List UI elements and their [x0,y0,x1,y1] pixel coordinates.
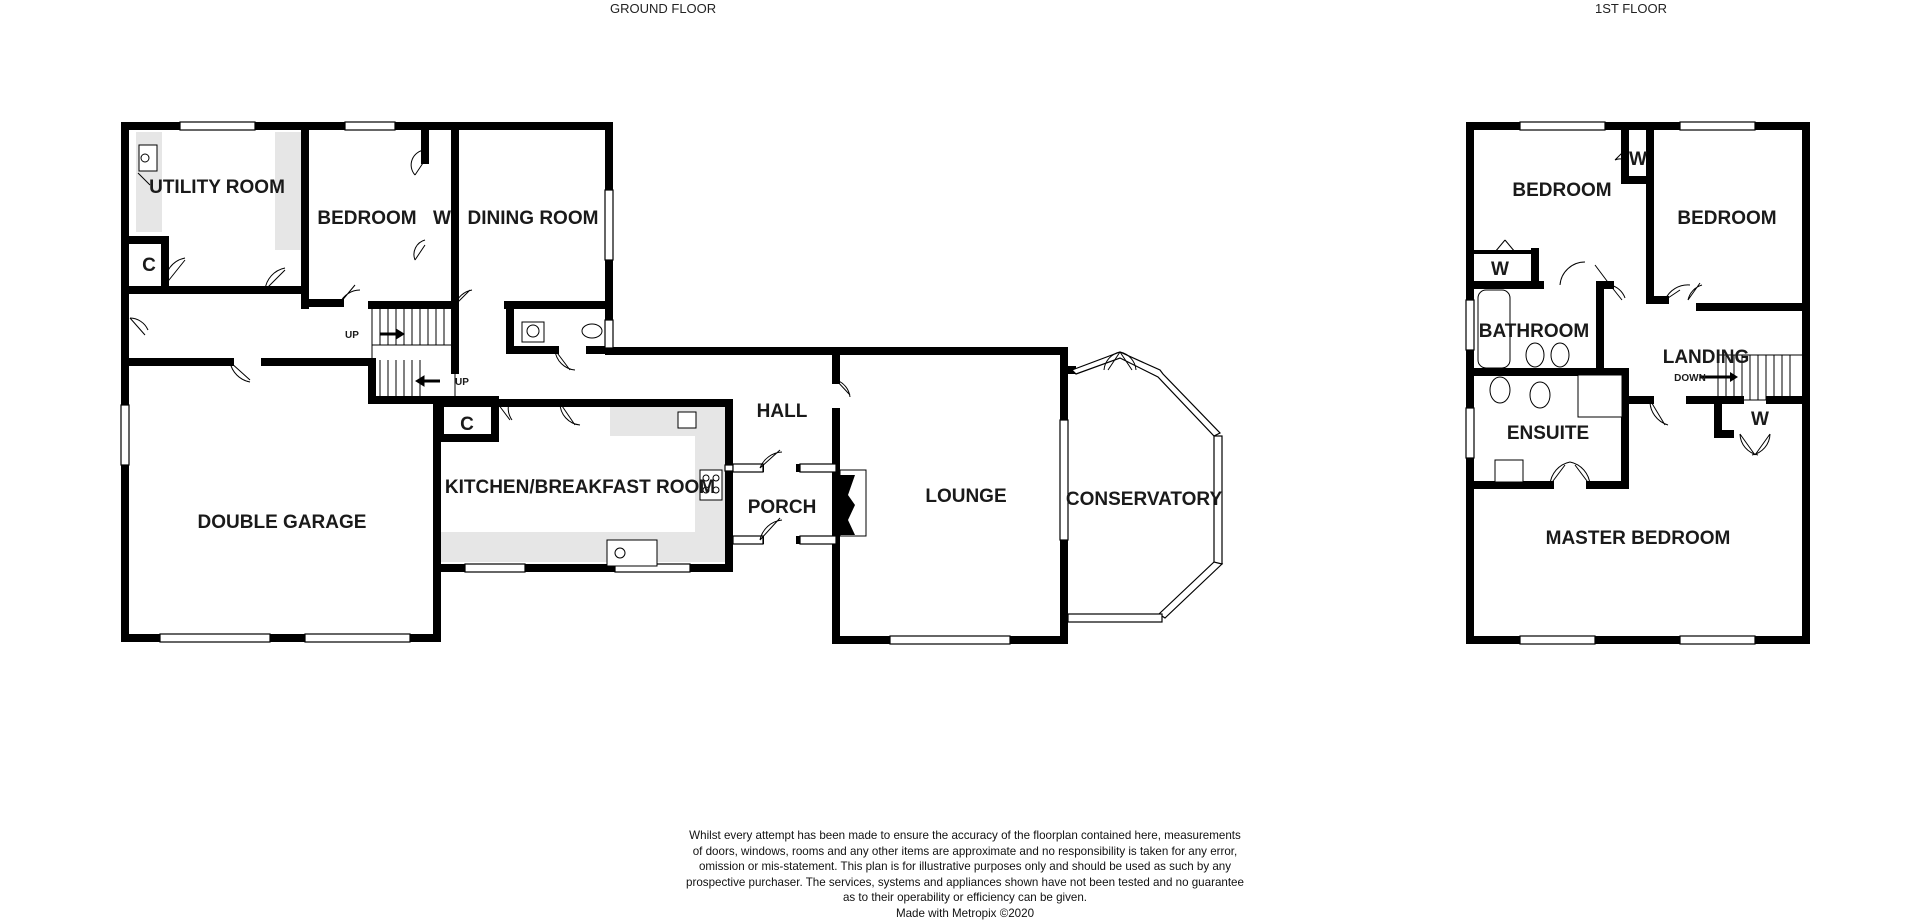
kitchen-label: KITCHEN/BREAKFAST ROOM [444,477,716,498]
ground-floor-walls [125,126,1072,640]
stairs-down-label: DOWN [1674,373,1706,384]
disclaimer [620,828,1310,922]
first-floor-walls [1470,126,1806,640]
bathroom-label: BATHROOM [1478,321,1590,342]
disclaimer-line-1: Whilst every attempt has been made to ensure the accuracy of the floorplan contained here, measurements [689,829,1241,842]
disclaimer-line-3: omission or mis-statement. This plan is for illustrative purposes only and should be used as such by any [698,860,1232,874]
conservatory-label: CONSERVATORY [1065,489,1223,510]
ff-bedroom-2-label: BEDROOM [1677,208,1777,229]
stair-arrows [380,329,440,386]
ensuite-label: ENSUITE [1506,423,1590,444]
utility-room-label: UTILITY ROOM [149,177,285,198]
ff-wardrobe-2-label: W [1491,259,1509,280]
kitchen-cupboard-label: C [460,414,474,435]
ff-bedroom-1-label: BEDROOM [1512,180,1612,201]
landing-label: LANDING [1662,347,1750,368]
gf-bedroom-label: BEDROOM [317,208,417,229]
porch-label: PORCH [747,497,817,518]
first-floor-title: 1ST FLOOR [1595,1,1668,16]
gf-wardrobe-label: W [433,208,451,229]
disclaimer-line-4: prospective purchaser. The services, systems and appliances shown have not been tested and no guarantee [686,875,1244,889]
stairs-up-label-1: UP [345,330,359,341]
disclaimer-line-2: of doors, windows, rooms and any other items are approximate and no responsibility is taken for any error, [692,844,1238,858]
ground-floor-plan [121,122,1222,644]
utility-cupboard-label: C [142,255,156,276]
stairs-up-label-2: UP [455,377,469,388]
ground-floor-title: GROUND FLOOR [610,1,717,16]
ff-wardrobe-1-label: W [1629,149,1647,170]
ground-floor-stairs [372,305,455,400]
disclaimer-line-5: as to their operability or efficiency can be given. [842,891,1088,905]
double-garage-label: DOUBLE GARAGE [197,512,367,533]
hall-label: HALL [756,401,808,422]
ff-wardrobe-3-label: W [1751,409,1769,430]
master-bedroom-label: MASTER BEDROOM [1545,528,1731,549]
ground-floor-fittings [138,145,722,566]
lounge-fireplace [840,470,866,536]
lounge-label: LOUNGE [925,486,1007,507]
dining-room-label: DINING ROOM [467,208,599,229]
disclaimer-line-6: Made with Metropix ©2020 [895,906,1035,920]
